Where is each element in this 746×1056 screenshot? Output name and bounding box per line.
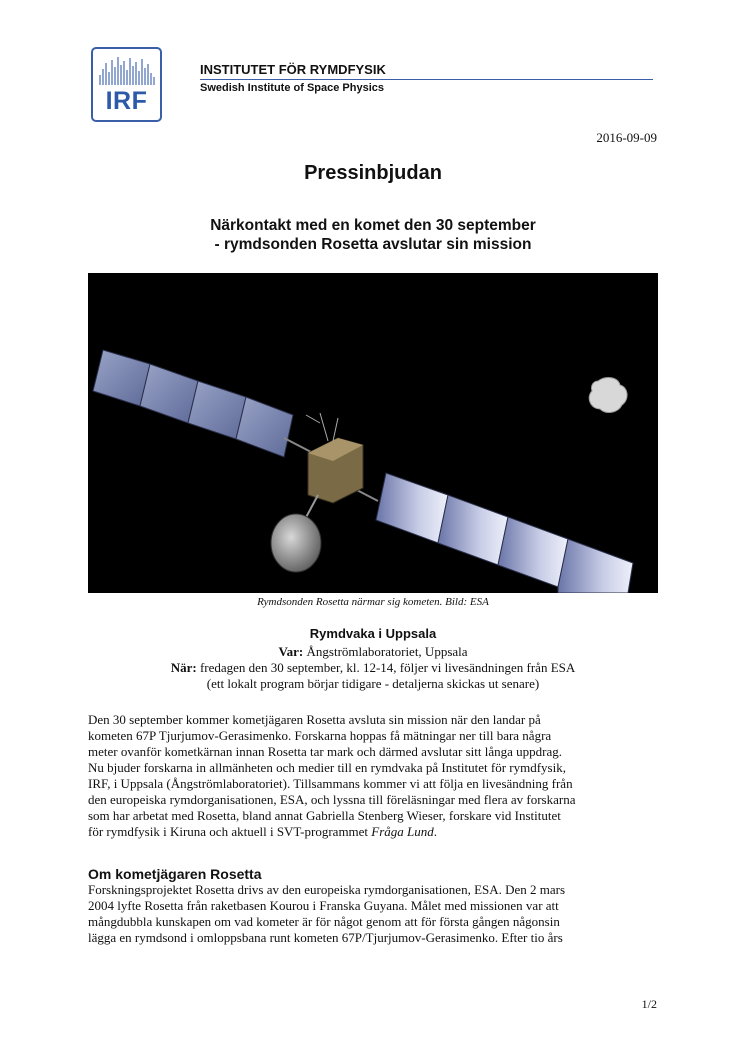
subtitle-line: Närkontakt med en komet den 30 september <box>210 217 536 234</box>
event-when <box>88 660 658 676</box>
paragraph-line: Nu bjuder forskarna in allmänheten och medier till en rymdvaka på Institutet för rymdfysik, <box>88 760 566 775</box>
paragraph-line <box>88 824 658 840</box>
document-date: 2016-09-09 <box>596 130 657 145</box>
paragraph-line: IRF, i Uppsala (Ångströmlaboratoriet). Tillsammans kommer vi att följa en livesändning från <box>88 776 573 791</box>
comet <box>589 378 627 413</box>
paragraph-line: Den 30 september kommer kometjägaren Rosetta avsluta sin mission när den landar på <box>88 712 541 727</box>
paragraph-line: 2004 lyfte Rosetta från raketbasen Kourou i Franska Guyana. Målet med missionen var att <box>88 898 559 913</box>
subtitle <box>88 216 658 254</box>
program-name: Fråga Lund <box>371 824 434 839</box>
paragraph-line: meter ovanför kometkärnan innan Rosetta tar mark och därmed avslutar sitt långa uppdrag. <box>88 744 562 759</box>
paragraph-line: kometen 67P Tjurjumov-Gerasimenko. Forskarna hoppas få mätningar ner till bara några <box>88 728 552 743</box>
paragraph-line: Forskningsprojektet Rosetta drivs av den europeiska rymdorganisationen, ESA. Den 2 mars <box>88 882 566 897</box>
paragraph-line: lägga en rymdsond i omloppsbana runt kometen 67P/Tjurjumov-Gerasimenko. Efter tio års <box>88 930 563 945</box>
event-note: (ett lokalt program börjar tidigare - detaljerna skickas ut senare) <box>206 676 540 691</box>
header-divider <box>200 79 653 80</box>
spacecraft-body <box>306 413 363 503</box>
paragraph-line: mångdubbla kunskapen om vad kometer är för något genom att för första gången någonsin <box>88 914 560 929</box>
event-heading: Rymdvaka i Uppsala <box>309 626 437 641</box>
intro-paragraph <box>88 712 658 840</box>
event-where <box>88 644 658 660</box>
page-title: Pressinbjudan <box>304 162 442 184</box>
when-value: fredagen den 30 september, kl. 12-14, följer vi livesändningen från ESA <box>196 660 576 675</box>
where-value: Ångströmlaboratoriet, Uppsala <box>303 644 468 659</box>
institute-name-english: Swedish Institute of Space Physics <box>200 82 384 94</box>
page-number: 1/2 <box>641 997 657 1011</box>
section-heading: Om kometjägaren Rosetta <box>88 866 262 882</box>
rosetta-illustration <box>88 273 658 593</box>
image-caption: Rymdsonden Rosetta närmar sig kometen. Bild: ESA <box>257 596 489 608</box>
where-label: Var: <box>278 644 304 659</box>
line-start: för rymdfysik i Kiruna och aktuell i SVT-programmet <box>88 824 372 839</box>
line-end: . <box>433 824 438 839</box>
subtitle-line: - rymdsonden Rosetta avslutar sin mission <box>214 236 532 253</box>
logo-bars-graphic <box>98 55 156 85</box>
antenna-dish <box>271 514 321 572</box>
logo-text: IRF <box>105 87 148 115</box>
when-label: När: <box>170 660 197 675</box>
institute-name: INSTITUTET FÖR RYMDFYSIK <box>200 62 386 77</box>
rosetta-photo <box>88 273 658 593</box>
right-solar-array <box>376 473 633 593</box>
section-paragraph <box>88 882 658 946</box>
paragraph-line: den europeiska rymdorganisationen, ESA, och lyssna till föreläsningar med flera av forskarna <box>88 792 576 807</box>
left-solar-array <box>93 350 293 457</box>
irf-logo <box>91 47 162 122</box>
paragraph-line: som har arbetat med Rosetta, bland annat Gabriella Stenberg Wieser, forskare vid Institutet <box>88 808 561 823</box>
